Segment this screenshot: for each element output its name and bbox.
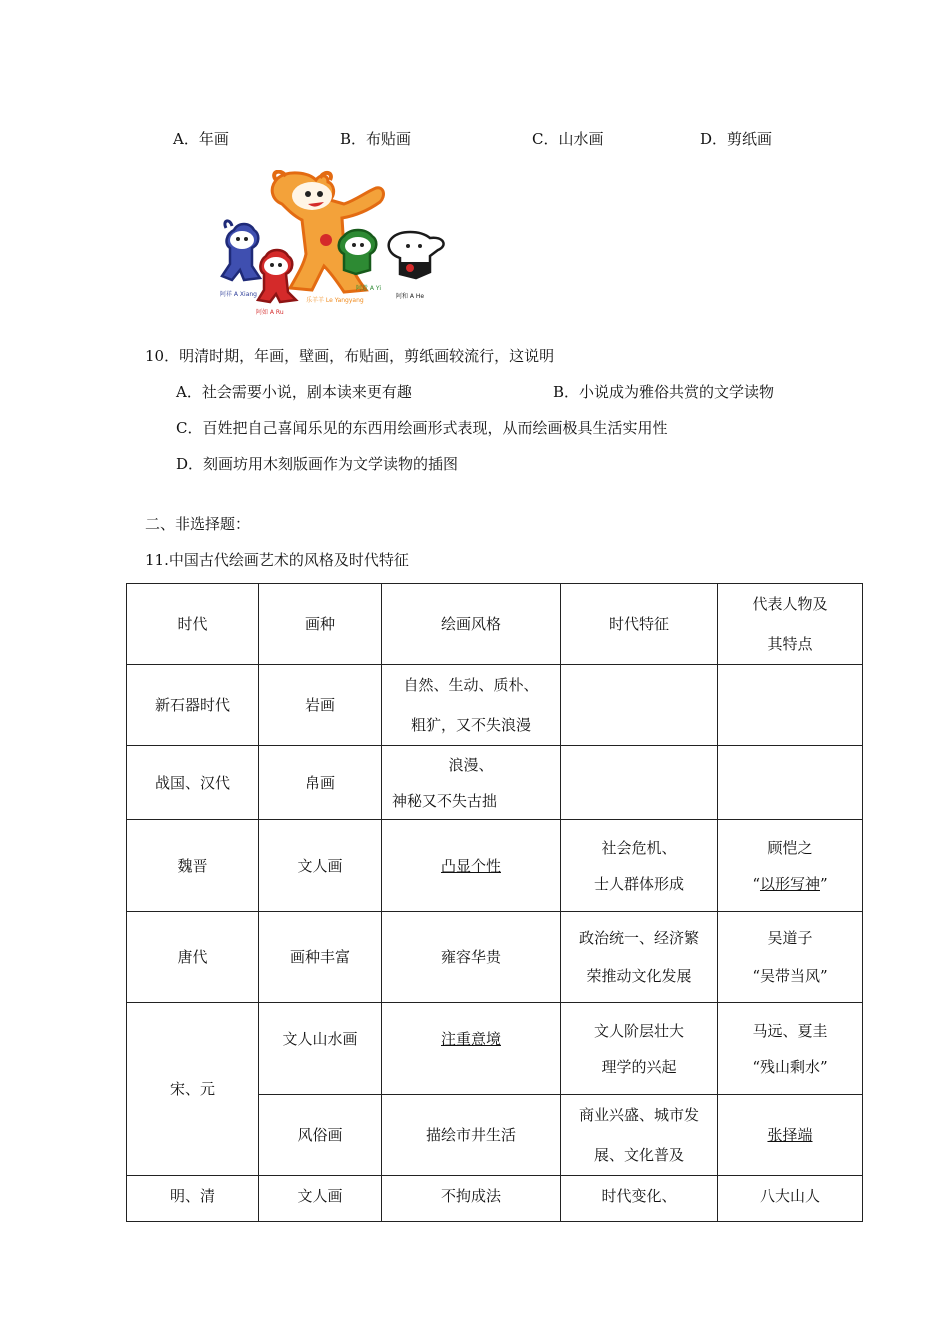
cell-style: 不拘成法 <box>382 1176 561 1222</box>
cell-feature <box>561 1095 718 1176</box>
cell-feature-line1: 社会危机、 <box>601 838 677 857</box>
cell-rep-line1: 顾恺之 <box>767 838 813 857</box>
quote-open: “ <box>752 874 760 893</box>
cell-feature-line2: 理学的兴起 <box>601 1057 677 1076</box>
cell-rep-line2 <box>722 866 858 902</box>
mascot-label-he: 阿和 A He <box>396 293 425 300</box>
cell-style-line1: 浪漫、 <box>448 755 494 774</box>
cell-type: 帛画 <box>259 746 382 820</box>
cell-style-line1: 自然、生动、质朴、 <box>403 676 539 694</box>
q9-option-a: A．年画 <box>173 130 229 148</box>
cell-style: 雍容华贵 <box>382 912 561 1003</box>
cell-type: 文人画 <box>259 1176 382 1222</box>
cell-rep-blank <box>718 665 863 746</box>
q9-option-c: C．山水画 <box>532 130 604 148</box>
cell-era: 战国、汉代 <box>127 746 259 820</box>
cell-era: 宋、元 <box>127 1003 259 1176</box>
cell-era: 新石器时代 <box>127 665 259 746</box>
cell-rep <box>718 1095 863 1176</box>
black-goat-mascot <box>389 232 444 278</box>
table-row <box>127 1176 863 1222</box>
mascot-label-yi: 阿意 A Yi <box>356 285 382 292</box>
cell-rep-line2: “残山剩水” <box>752 1057 828 1076</box>
cell-feature-line2: 荣推动文化发展 <box>586 967 692 985</box>
header-era: 时代 <box>127 584 259 665</box>
table-row <box>127 820 863 912</box>
table-header-row <box>127 584 863 665</box>
cell-style <box>382 746 561 820</box>
cell-style-underlined: 注重意境 <box>440 1030 501 1048</box>
q10-option-c: C．百姓把自己喜闻乐见的东西用绘画形式表现，从而绘画极具生活实用性 <box>176 419 668 437</box>
cell-rep-blank <box>718 746 863 820</box>
cell-style-line2: 神秘又不失古拙 <box>392 791 498 810</box>
q10-option-a: A．社会需要小说，剧本读来更有趣 <box>176 383 412 401</box>
cell-type: 文人画 <box>259 820 382 912</box>
cell-feature-blank <box>561 746 718 820</box>
cell-feature-line1: 文人阶层壮大 <box>593 1021 684 1040</box>
cell-style <box>382 1003 561 1095</box>
cell-rep-underlined: 张择端 <box>767 1126 813 1144</box>
quote-close: ” <box>820 874 828 893</box>
cell-rep-underlined: 以形写神 <box>759 874 820 893</box>
green-goat-mascot <box>339 230 377 274</box>
cell-rep <box>718 912 863 1003</box>
cell-rep: 八大山人 <box>718 1176 863 1222</box>
mascot-label-leyangyang: 乐羊羊 Le Yangyang <box>306 297 364 304</box>
table-row <box>127 746 863 820</box>
cell-style <box>382 665 561 746</box>
section-heading-non-choice: 二、非选择题： <box>145 515 251 533</box>
cell-type: 画种丰富 <box>259 912 382 1003</box>
cell-feature: 时代变化、 <box>561 1176 718 1222</box>
cell-feature-line2: 士人群体形成 <box>593 874 684 893</box>
cell-type: 岩画 <box>259 665 382 746</box>
cell-feature <box>561 912 718 1003</box>
q10-option-b: B．小说成为雅俗共赏的文学读物 <box>553 383 775 401</box>
cell-rep <box>718 1003 863 1095</box>
cell-rep-line1: 马远、夏圭 <box>752 1021 828 1040</box>
cell-style <box>382 820 561 912</box>
cell-feature-line2: 展、文化普及 <box>593 1146 684 1164</box>
cell-rep <box>718 820 863 912</box>
table-row <box>127 1003 863 1095</box>
cell-type: 风俗画 <box>259 1095 382 1176</box>
cell-feature <box>561 820 718 912</box>
cell-rep-line2: “吴带当风” <box>752 967 828 985</box>
cell-feature-line1: 商业兴盛、城市发 <box>578 1106 699 1124</box>
cell-rep-line1: 吴道子 <box>767 929 813 947</box>
header-rep-line2: 其特点 <box>767 635 813 653</box>
blue-goat-mascot <box>222 221 260 280</box>
cell-feature-line1: 政治统一、经济繁 <box>578 929 699 947</box>
cell-style-underlined: 凸显个性 <box>440 856 501 875</box>
header-feature: 时代特征 <box>561 584 718 665</box>
q11-stem: 11.中国古代绘画艺术的风格及时代特征 <box>145 551 409 569</box>
cell-era: 明、清 <box>127 1176 259 1222</box>
q9-option-b: B．布贴画 <box>340 130 412 148</box>
mascot-label-xiang: 阿祥 A Xiang <box>220 291 257 298</box>
red-goat-mascot <box>258 250 296 302</box>
cell-feature <box>561 1003 718 1095</box>
cell-style: 描绘市井生活 <box>382 1095 561 1176</box>
table-row <box>127 912 863 1003</box>
header-representative <box>718 584 863 665</box>
q10-option-d: D．刻画坊用木刻版画作为文学读物的插图 <box>176 455 459 473</box>
q9-option-d: D．剪纸画 <box>700 130 773 148</box>
cell-era: 魏晋 <box>127 820 259 912</box>
cell-feature-blank <box>561 665 718 746</box>
q10-stem: 10．明清时期，年画，壁画，布贴画，剪纸画较流行，这说明 <box>145 347 555 365</box>
asian-games-mascot-image <box>216 170 452 318</box>
cell-type: 文人山水画 <box>259 1003 382 1095</box>
painting-style-table <box>126 583 863 1222</box>
table-row <box>127 665 863 746</box>
header-style: 绘画风格 <box>382 584 561 665</box>
mascot-label-ru: 阿如 A Ru <box>256 309 284 316</box>
cell-style-line2: 粗犷，又不失浪漫 <box>410 716 531 734</box>
header-rep-line1: 代表人物及 <box>752 595 828 613</box>
header-type: 画种 <box>259 584 382 665</box>
cell-era: 唐代 <box>127 912 259 1003</box>
